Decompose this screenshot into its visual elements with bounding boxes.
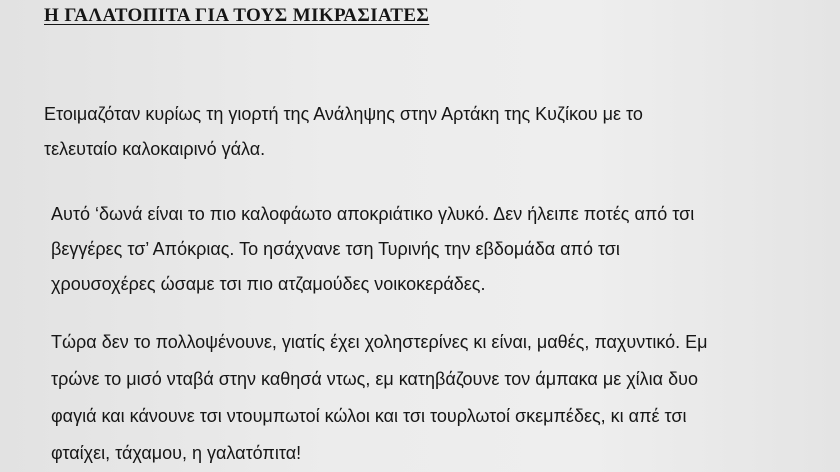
paragraph-line: βεγγέρες τσ’ Απόκριας. Το ησάχνανε τση Τυρινής την εβδομάδα από τσι <box>51 239 620 259</box>
paragraph-line: χρουσοχέρες ώσαμε τσι πιο ατζαμούδες νοικοκεράδες. <box>51 274 486 294</box>
paragraph-line: φταίχει, τάχαμου, η γαλατόπιτα! <box>51 443 302 463</box>
paragraph-line: Αυτό ‘δωνά είναι το πιο καλοφάωτο αποκριάτικο γλυκό. Δεν ήλειπε ποτές από τσι <box>51 204 695 224</box>
paragraph-line: φαγιά και κάνουνε τσι ντουμπωτοί κώλοι και τσι τουρλωτοί σκεμπέδες, κι απέ τσι <box>51 406 687 426</box>
document-title: Η ΓΑΛΑΤΟΠΙΤΑ ΓΙΑ ΤΟΥΣ ΜΙΚΡΑΣΙΑΤΕΣ <box>44 5 430 26</box>
paragraph-line: Τώρα δεν το πολλοψένουνε, γιατίς έχει χοληστερίνες κι είναι, μαθές, παχυντικό. Εμ <box>51 332 708 352</box>
paragraph-line: Ετοιμαζόταν κυρίως τη γιορτή της Ανάληψης στην Αρτάκη της Κυζίκου με το <box>44 104 643 124</box>
paragraph-line: τελευταίο καλοκαιρινό γάλα. <box>44 139 266 159</box>
paragraph-line: τρώνε το μισό νταβά στην καθησά ντως, εμ κατηβάζουνε τον άμπακα με χίλια δυο <box>51 369 698 389</box>
paragraph-2 <box>51 197 694 302</box>
paragraph-3 <box>51 324 708 472</box>
paragraph-1 <box>44 97 643 167</box>
